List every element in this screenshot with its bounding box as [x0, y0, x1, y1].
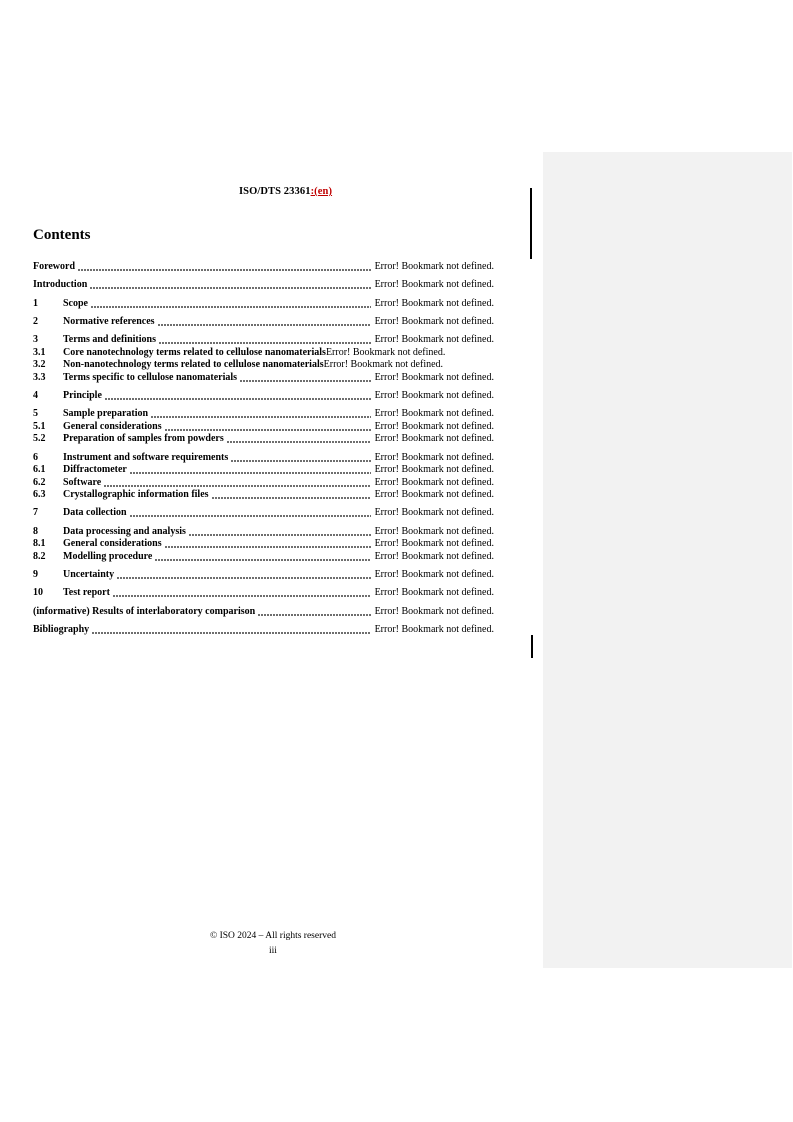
toc-dotted-leader — [104, 485, 370, 487]
toc-entry-page-ref: Error! Bookmark not defined. — [374, 297, 494, 309]
toc-entry-number: 9 — [33, 568, 38, 580]
toc-entry[interactable] — [33, 538, 494, 551]
toc-entry-page-ref: Error! Bookmark not defined. — [374, 334, 494, 346]
toc-dotted-leader — [130, 472, 371, 474]
toc-entry-title: Software — [63, 476, 102, 488]
toc-entry[interactable] — [33, 421, 494, 434]
toc-entry-number: 6.2 — [33, 476, 46, 488]
toc-entry-page-ref: Error! Bookmark not defined. — [374, 507, 494, 519]
toc-entry-title: Bibliography — [33, 623, 90, 635]
toc-entry-title: Scope — [63, 297, 88, 309]
toc-dotted-leader — [78, 269, 371, 271]
toc-entry[interactable] — [33, 347, 494, 360]
toc-entry-title: Modelling procedure — [63, 550, 153, 562]
toc-entry-number: 3.1 — [33, 346, 46, 358]
toc-dotted-leader — [189, 534, 371, 536]
change-bar-bottom — [531, 635, 533, 658]
toc-entry-number: 5.1 — [33, 420, 46, 432]
toc-entry-title: Normative references — [63, 315, 155, 327]
toc-entry-number: 6 — [33, 451, 38, 463]
toc-entry-number: 8 — [33, 525, 38, 537]
running-header — [33, 186, 538, 197]
toc-entry-page-ref: Error! Bookmark not defined. — [323, 359, 444, 371]
toc-entry-number: 3 — [33, 334, 38, 346]
toc-entry-title: Crystallographic information files — [63, 489, 209, 501]
toc-entry[interactable] — [33, 464, 494, 477]
toc-entry-title: General considerations — [63, 538, 162, 550]
toc-entry-title: (informative) Results of interlaboratory comparison — [33, 605, 256, 617]
toc-entry-number: 1 — [33, 297, 38, 309]
toc-entry-page-ref: Error! Bookmark not defined. — [374, 525, 494, 537]
doc-code: ISO/DTS 23361 — [238, 186, 311, 197]
toc-entry-page-ref: Error! Bookmark not defined. — [374, 538, 494, 550]
toc-dotted-leader — [155, 559, 370, 561]
toc-dotted-leader — [105, 398, 371, 400]
change-bar-header — [530, 188, 532, 259]
toc-entry-title: Data processing and analysis — [63, 525, 186, 537]
toc-entry-title: Sample preparation — [63, 408, 149, 420]
toc-entry-title: Non-nanotechnology terms related to cellulose nanomaterials — [63, 359, 324, 371]
toc-entry-page-ref: Error! Bookmark not defined. — [374, 568, 494, 580]
toc-entry-page-ref: Error! Bookmark not defined. — [374, 451, 494, 463]
toc-entry[interactable] — [33, 279, 494, 292]
toc-entry-page-ref: Error! Bookmark not defined. — [374, 433, 494, 445]
table-of-contents — [33, 261, 494, 636]
toc-entry-title: Test report — [63, 587, 110, 599]
toc-entry[interactable] — [33, 624, 494, 637]
contents-heading: Contents — [33, 227, 91, 243]
toc-entry-title: Principle — [63, 389, 102, 401]
toc-entry-page-ref: Error! Bookmark not defined. — [374, 476, 494, 488]
toc-entry-page-ref: Error! Bookmark not defined. — [325, 346, 446, 358]
toc-entry-number: 8.2 — [33, 550, 46, 562]
toc-dotted-leader — [113, 595, 371, 597]
toc-entry-number: 4 — [33, 389, 38, 401]
toc-entry-page-ref: Error! Bookmark not defined. — [374, 489, 494, 501]
toc-entry[interactable] — [33, 372, 494, 385]
toc-entry-title: Terms and definitions — [63, 334, 156, 346]
toc-entry[interactable] — [33, 298, 494, 311]
toc-entry-page-ref: Error! Bookmark not defined. — [374, 587, 494, 599]
toc-dotted-leader — [240, 380, 371, 382]
page-number: iii — [269, 946, 277, 956]
toc-entry[interactable] — [33, 507, 494, 520]
toc-entry-title: Diffractometer — [63, 464, 127, 476]
toc-entry-number: 10 — [33, 587, 43, 599]
toc-dotted-leader — [91, 306, 371, 308]
toc-entry[interactable] — [33, 526, 494, 539]
toc-entry[interactable] — [33, 359, 494, 372]
toc-entry[interactable] — [33, 489, 494, 502]
toc-entry[interactable] — [33, 477, 494, 490]
toc-entry-page-ref: Error! Bookmark not defined. — [374, 279, 494, 291]
toc-entry-page-ref: Error! Bookmark not defined. — [374, 464, 494, 476]
toc-entry[interactable] — [33, 569, 494, 582]
toc-entry-number: 7 — [33, 507, 38, 519]
toc-entry-number: 8.1 — [33, 538, 46, 550]
toc-dotted-leader — [258, 614, 370, 616]
toc-dotted-leader — [231, 460, 370, 462]
toc-dotted-leader — [130, 515, 371, 517]
toc-entry-page-ref: Error! Bookmark not defined. — [374, 550, 494, 562]
toc-dotted-leader — [165, 546, 371, 548]
toc-dotted-leader — [92, 632, 370, 634]
review-comments-panel — [543, 152, 792, 968]
toc-entry-title: Uncertainty — [63, 568, 115, 580]
toc-dotted-leader — [90, 287, 370, 289]
toc-entry[interactable] — [33, 433, 494, 446]
toc-entry[interactable] — [33, 587, 494, 600]
toc-entry-number: 6.3 — [33, 489, 46, 501]
toc-entry-number: 2 — [33, 315, 38, 327]
toc-entry[interactable] — [33, 606, 494, 619]
toc-entry-number: 6.1 — [33, 464, 46, 476]
doc-lang-insertion: :(en) — [310, 186, 333, 197]
toc-entry-page-ref: Error! Bookmark not defined. — [374, 389, 494, 401]
toc-entry-title: Terms specific to cellulose nanomaterials — [63, 371, 238, 383]
toc-dotted-leader — [158, 324, 371, 326]
toc-entry-title: Preparation of samples from powders — [63, 433, 224, 445]
toc-dotted-leader — [151, 416, 370, 418]
toc-dotted-leader — [227, 441, 371, 443]
toc-entry-number: 3.2 — [33, 359, 46, 371]
toc-entry-title: General considerations — [63, 420, 162, 432]
copyright-notice: © ISO 2024 – All rights reserved — [210, 931, 336, 941]
toc-entry-page-ref: Error! Bookmark not defined. — [374, 623, 494, 635]
toc-entry-page-ref: Error! Bookmark not defined. — [374, 408, 494, 420]
toc-dotted-leader — [117, 577, 370, 579]
toc-entry-title: Instrument and software requirements — [63, 451, 229, 463]
toc-entry-page-ref: Error! Bookmark not defined. — [374, 420, 494, 432]
toc-dotted-leader — [159, 342, 371, 344]
toc-dotted-leader — [165, 429, 371, 431]
toc-entry[interactable] — [33, 452, 494, 465]
toc-entry[interactable] — [33, 261, 494, 274]
toc-entry-title: Introduction — [33, 279, 88, 291]
page-footer — [33, 929, 513, 959]
toc-entry[interactable] — [33, 316, 494, 329]
toc-dotted-leader — [212, 497, 371, 499]
toc-entry-number: 5 — [33, 408, 38, 420]
toc-entry[interactable] — [33, 551, 494, 564]
toc-entry-number: 3.3 — [33, 371, 46, 383]
toc-entry-title: Foreword — [33, 261, 76, 272]
toc-entry-page-ref: Error! Bookmark not defined. — [374, 605, 494, 617]
toc-entry[interactable] — [33, 334, 494, 347]
toc-entry-number: 5.2 — [33, 433, 46, 445]
toc-entry-title: Core nanotechnology terms related to cellulose nanomaterials — [63, 346, 326, 358]
toc-entry-page-ref: Error! Bookmark not defined. — [374, 315, 494, 327]
toc-entry-page-ref: Error! Bookmark not defined. — [374, 371, 494, 383]
toc-entry[interactable] — [33, 390, 494, 403]
toc-entry[interactable] — [33, 408, 494, 421]
toc-entry-page-ref: Error! Bookmark not defined. — [374, 261, 494, 272]
toc-entry-title: Data collection — [63, 507, 127, 519]
